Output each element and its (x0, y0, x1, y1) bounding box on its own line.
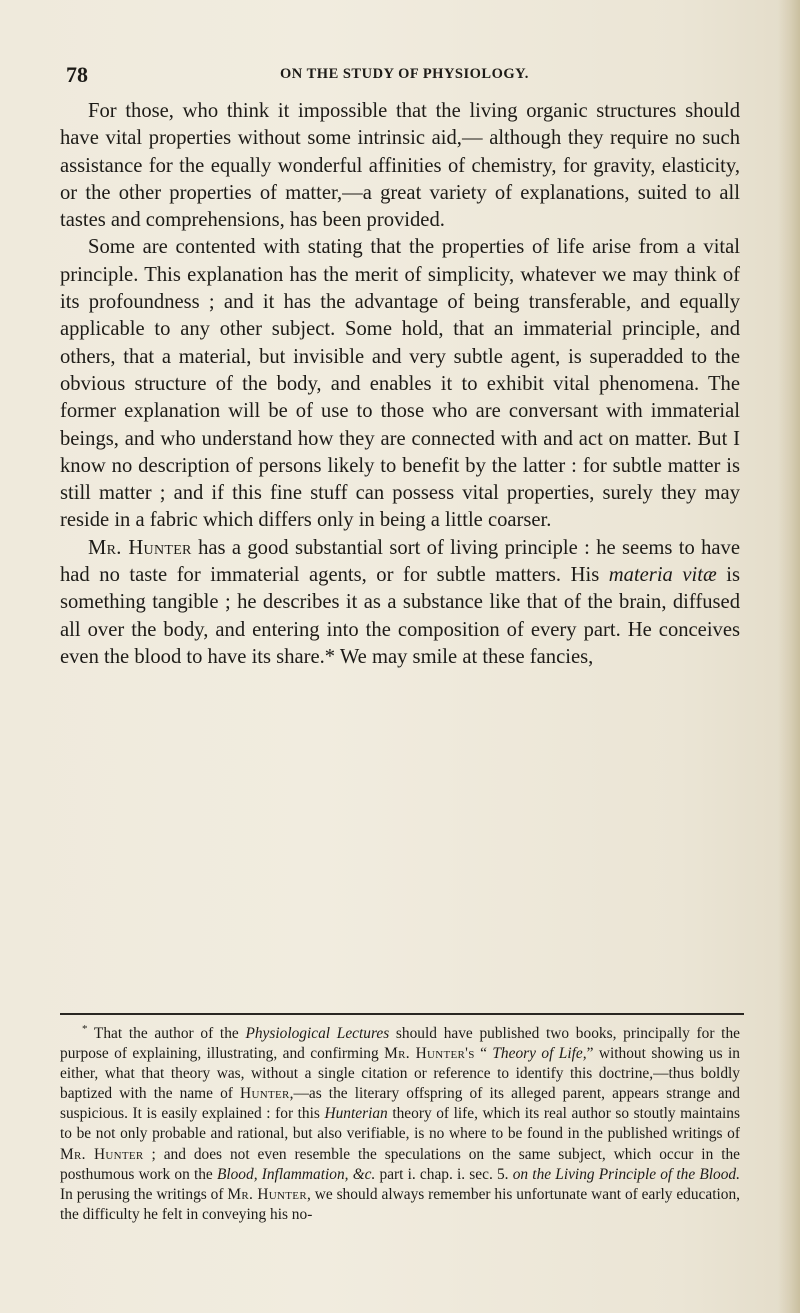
footnote-mark: * (82, 1022, 88, 1035)
text-run: , we should always remember his unfortunate want of early education, the difficulty he felt in conveying his no- (60, 1185, 741, 1223)
text-run: ” without showing us in either, what that theory was, without a single citation or reference to identify this doctrine,—thus boldly baptized with the name of (60, 1045, 741, 1103)
text-run: In perusing the writings of (60, 1185, 228, 1203)
footnote-paragraph (60, 1024, 740, 1225)
work-title: on the Living Principle of the Blood. (512, 1165, 740, 1183)
person-name: Mr. Hunter's (384, 1045, 475, 1063)
person-name: Mr. Hunter (227, 1185, 307, 1203)
page-number: 78 (66, 62, 88, 87)
italic-term: Hunterian (324, 1105, 388, 1123)
work-title: Blood, Inflammation, &c. (216, 1165, 376, 1183)
footnote-reference: * (324, 645, 336, 668)
running-title: ON THE STUDY OF PHYSIOLOGY. (280, 66, 529, 82)
text-run: We may smile at these fancies, (335, 645, 594, 668)
page-edge-shadow (778, 0, 800, 1313)
text-run: theory of life, which its real author so stoutly maintains to be not only probable and rational, but also verifiable, is no where to be found in the published writings of (60, 1105, 740, 1143)
text-run: ; and does not even resemble the speculations on the same subject, which occur in the posthumous work on the (60, 1145, 741, 1183)
page-header (60, 62, 740, 86)
text-run: is something tangible ; he describes it as a substance like that of the brain, diffused all over the body, and entering into the composition of every part. He conceives even the blood to have its share. (60, 564, 740, 668)
text-run: “ (474, 1045, 493, 1063)
latin-term: materia vitæ (608, 564, 717, 587)
text-run: ,—as the literary offspring of its alleged parent, appears strange and suspicious. It is easily explained : for this (60, 1085, 741, 1123)
paragraph-1: For those, who think it impossible that the living organic structures should have vital properties without some intrinsic aid,— although they require no such assistance for the equally wonderful affinities of chemistry, for gravity, elasticity, or the other properties of matter,—a great variety of explanations, suited to all tastes and comprehensions, has been provided. (60, 100, 740, 232)
text-run: part i. chap. i. sec. 5. (375, 1165, 513, 1183)
text-run: has a good substantial sort of living principle : he seems to have had no taste for immaterial agents, or for subtle matters. His (60, 536, 740, 587)
text-run: That the author of the (87, 1025, 246, 1042)
work-title: Theory of Life, (492, 1045, 587, 1063)
main-text (60, 98, 740, 671)
person-name: Hunter (240, 1085, 290, 1103)
text-run: should have published two books, principally for the purpose of explaining, illustrating, and confirming (60, 1025, 740, 1063)
footnote (60, 1024, 740, 1225)
paragraph-3 (60, 535, 740, 671)
paragraph-2: Some are contented with stating that the properties of life arise from a vital principle. This explanation has the merit of simplicity, whatever we may think of its profoundness ; and it has the advantage of being transferable, and equally applicable to any other subject. Some hold, that an immaterial principle, and others, that a material, but invisible and very subtle agent, is superadded to the obvious structure of the body, and enables it to exhibit vital phenomena. The former explanation will be of use to those who are conversant with immaterial beings, and who understand how they are connected with and act on matter. But I know no description of persons likely to benefit by the latter : for subtle matter is still matter ; and if this fine stuff can possess vital properties, surely they may reside in a fabric which differs only in being a little coarser. (60, 236, 740, 532)
work-title: Physiological Lectures (245, 1025, 390, 1042)
footnote-divider (60, 1013, 744, 1015)
person-name: Mr. Hunter (88, 536, 192, 559)
person-name: Mr. Hunter (60, 1145, 144, 1163)
